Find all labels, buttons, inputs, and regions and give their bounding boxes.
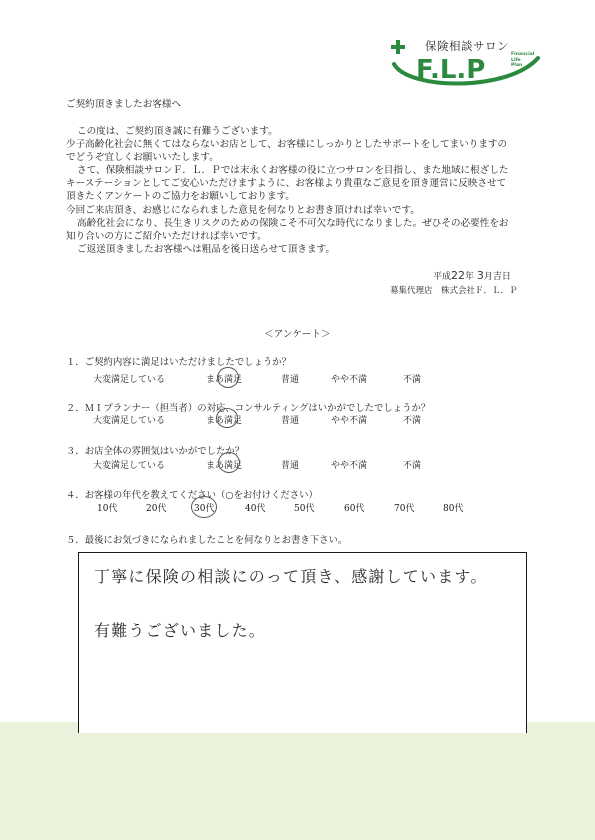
q4-option[interactable]: 20代 bbox=[146, 504, 167, 514]
q4-option[interactable]: 50代 bbox=[294, 504, 315, 514]
q4-option[interactable]: 70代 bbox=[394, 504, 415, 514]
question-3: ３．お店全体の雰囲気はいかがでしたか？ bbox=[66, 446, 245, 457]
q1-selection-circle bbox=[217, 367, 239, 388]
q1-option[interactable]: やや不満 bbox=[331, 375, 368, 385]
question-2: ２．ＭＩプランナー（担当者）の対応、コンサルティングはいかがでしたでしょうか？ bbox=[66, 403, 431, 414]
letter-line: 高齢化社会になり、長生きリスクのための保険こそ不可欠な時代になりました。ぜひその必要性をお bbox=[77, 218, 509, 229]
date-suffix: 月吉日 bbox=[483, 272, 511, 282]
logo-subtitle bbox=[511, 52, 534, 69]
question-5: ５．最後にお気づきになられましたことを何なりとお書き下さい。 bbox=[66, 535, 348, 546]
date-prefix: 平成 bbox=[433, 272, 452, 282]
q2-option[interactable]: 大変満足している bbox=[93, 416, 166, 426]
q4-selection-circle bbox=[191, 496, 217, 518]
logo-sub-line: Financial bbox=[511, 52, 535, 57]
letter-line: キーステーションとしてご安心いただけますように、お客様より貴重なご意見を頂き運営に反映させて bbox=[66, 178, 507, 189]
logo-title: 保険相談サロン bbox=[425, 39, 509, 53]
q3-option[interactable]: やや不満 bbox=[331, 461, 368, 471]
letter-line: ご返送頂きましたお客様へは粗品を後日送らせて頂きます。 bbox=[77, 244, 335, 255]
letter-line: この度は、ご契約頂き誠に有難うございます。 bbox=[77, 126, 278, 137]
logo-plus-horizontal bbox=[391, 45, 405, 49]
survey-title: ＜アンケート＞ bbox=[264, 329, 331, 340]
logo-sub-line: Life bbox=[511, 57, 521, 63]
q4-option[interactable]: 80代 bbox=[443, 504, 464, 514]
q2-option[interactable]: まあ満足 bbox=[206, 416, 243, 426]
letter-line: でどうぞ宜しくお願いいたします。 bbox=[66, 152, 219, 163]
q3-option[interactable]: 大変満足している bbox=[93, 461, 166, 471]
handwritten-answer-line-2: 有難うございました。 bbox=[94, 621, 267, 640]
date-year-handwritten: 22 bbox=[451, 269, 466, 282]
date-year-suffix: 年 bbox=[465, 272, 475, 282]
q4-option[interactable]: 60代 bbox=[344, 504, 365, 514]
letter-line: 知り合いの方にご紹介いただければ幸いです。 bbox=[66, 231, 267, 242]
handwritten-answer-line-1: 丁寧に保険の相談にのって頂き、感謝しています。 bbox=[94, 567, 488, 586]
q1-option[interactable]: 不満 bbox=[403, 375, 422, 385]
logo-sub-line: Plan bbox=[511, 63, 523, 69]
q1-option[interactable]: 普通 bbox=[281, 375, 300, 385]
question-4: ４．お客様の年代を教えてください（○をお付けください） bbox=[66, 490, 318, 501]
background-band bbox=[0, 722, 595, 840]
q4-option[interactable]: 10代 bbox=[97, 504, 118, 514]
letter-line: 頂きたくアンケートのご協力をお願いしております。 bbox=[66, 191, 295, 202]
q2-selection-circle bbox=[216, 408, 238, 428]
q4-option[interactable]: 40代 bbox=[245, 504, 266, 514]
salutation: ご契約頂きましたお客様へ bbox=[66, 99, 182, 110]
date-line bbox=[433, 269, 511, 282]
q2-option[interactable]: 不満 bbox=[403, 416, 422, 426]
letter-line: 今回ご来店頂き、お感じになられました意見を何なりとお書き頂ければ幸いです。 bbox=[66, 205, 420, 216]
letter-line: 少子高齢化社会に無くてはならないお店として、お客様にしっかりとしたサポートをしてまいりますの bbox=[66, 139, 508, 150]
agency-name: 募集代理店 株式会社Ｆ．Ｌ．Ｐ bbox=[390, 286, 518, 296]
q3-option[interactable]: まあ満足 bbox=[206, 461, 243, 471]
logo-mark: F.L.P bbox=[416, 55, 486, 85]
question-1: １．ご契約内容に満足はいただけましたでしょうか？ bbox=[66, 357, 292, 368]
q4-option[interactable]: 30代 bbox=[194, 504, 215, 514]
q2-option[interactable]: やや不満 bbox=[331, 416, 368, 426]
q1-option[interactable]: 大変満足している bbox=[93, 375, 166, 385]
letter-line: さて、保険相談サロンＦ．Ｌ．Ｐでは末永くお客様の役に立つサロンを目指し、また地域に根ざした bbox=[77, 165, 509, 176]
q3-selection-circle bbox=[218, 452, 240, 473]
q1-option[interactable]: まあ満足 bbox=[206, 375, 243, 385]
q3-option[interactable]: 不満 bbox=[403, 461, 422, 471]
date-month-handwritten: 3 bbox=[476, 269, 484, 282]
q3-option[interactable]: 普通 bbox=[281, 461, 300, 471]
q2-option[interactable]: 普通 bbox=[281, 416, 300, 426]
